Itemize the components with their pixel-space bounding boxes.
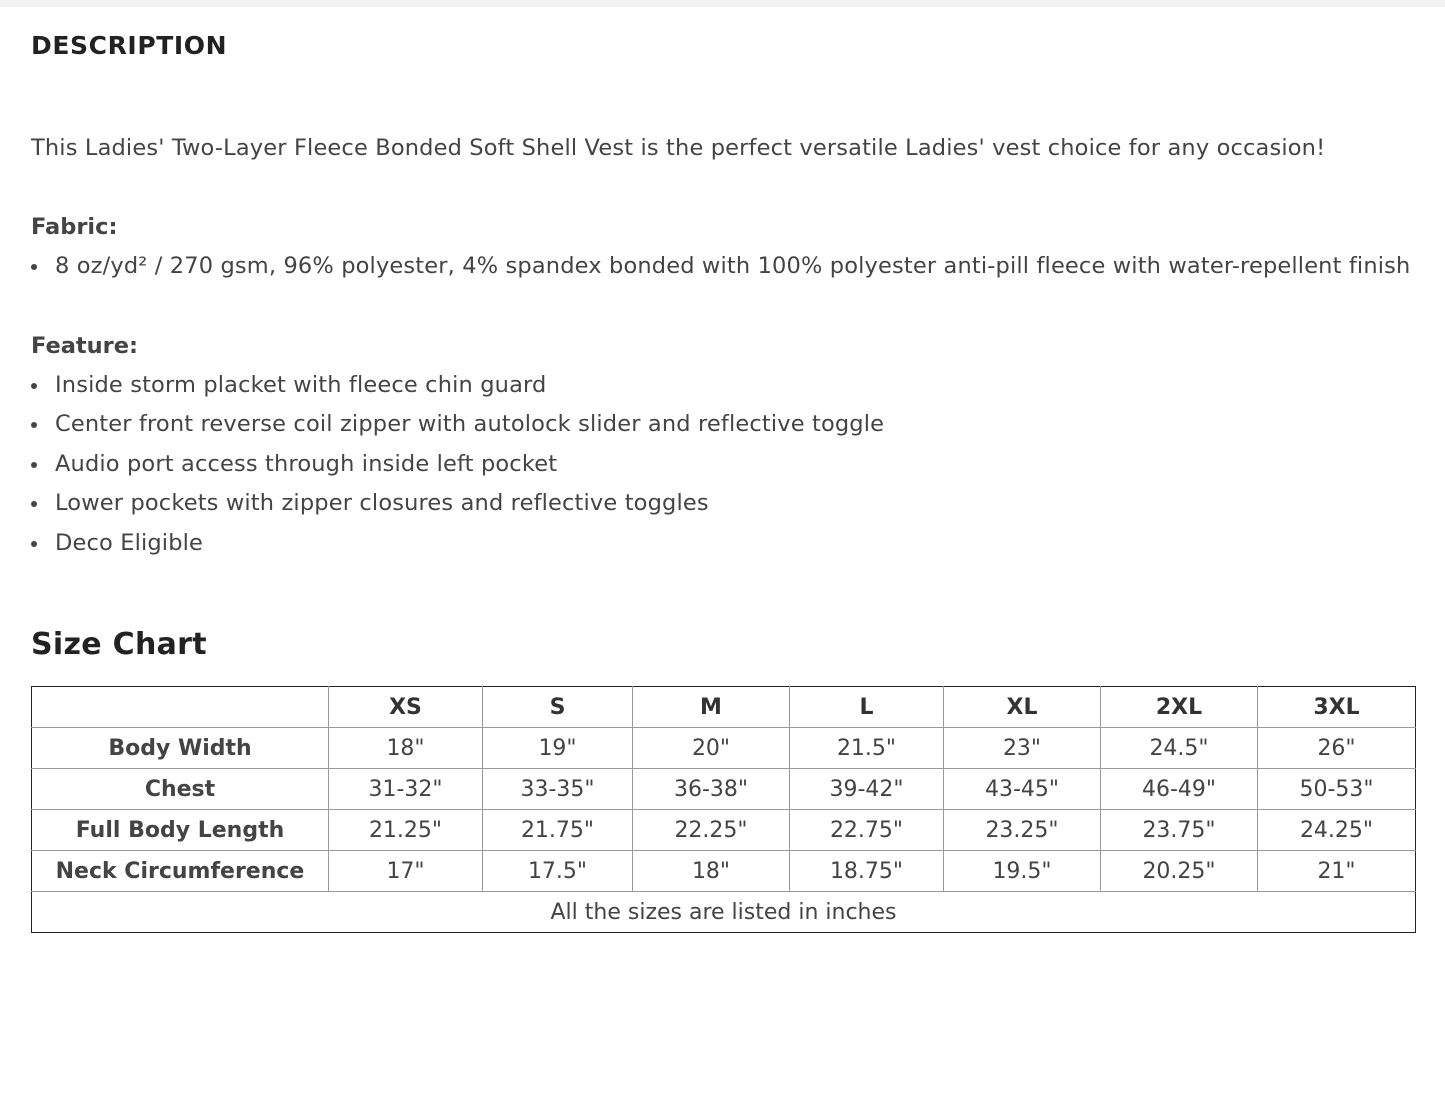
list-item: Audio port access through inside left pocket [31, 445, 1415, 485]
list-item: Lower pockets with zipper closures and reflective toggles [31, 484, 1415, 524]
table-cell: 24.5" [1101, 728, 1258, 769]
column-header: M [633, 687, 790, 728]
table-cell: 23" [944, 728, 1101, 769]
table-cell: 17" [329, 851, 483, 892]
table-row [32, 810, 1416, 851]
list-item: Inside storm placket with fleece chin guard [31, 366, 1415, 406]
column-header: S [483, 687, 633, 728]
top-divider-strip [0, 0, 1445, 7]
table-cell: 17.5" [483, 851, 633, 892]
list-item: 8 oz/yd² / 270 gsm, 96% polyester, 4% spandex bonded with 100% polyester anti-pill fleece with water-repellent finish [31, 247, 1415, 287]
table-cell: 18" [633, 851, 790, 892]
row-label: Neck Circumference [32, 851, 329, 892]
table-header-row [32, 687, 1416, 728]
size-chart-table [31, 686, 1416, 933]
list-item: Center front reverse coil zipper with autolock slider and reflective toggle [31, 405, 1415, 445]
table-cell: 43-45" [944, 769, 1101, 810]
table-cell: 24.25" [1258, 810, 1416, 851]
table-cell: 23.25" [944, 810, 1101, 851]
size-chart-heading: Size Chart [31, 627, 207, 662]
table-row [32, 851, 1416, 892]
table-row [32, 769, 1416, 810]
description-heading: DESCRIPTION [31, 31, 228, 60]
table-cell: 20" [633, 728, 790, 769]
table-cell: 21.5" [790, 728, 944, 769]
table-cell: 18" [329, 728, 483, 769]
table-cell: 19.5" [944, 851, 1101, 892]
table-cell: 26" [1258, 728, 1416, 769]
fabric-list [31, 247, 1415, 287]
table-row [32, 728, 1416, 769]
table-cell: 50-53" [1258, 769, 1416, 810]
table-note-row [32, 892, 1416, 933]
table-cell: 46-49" [1101, 769, 1258, 810]
row-label: Chest [32, 769, 329, 810]
column-header: L [790, 687, 944, 728]
table-cell: 31-32" [329, 769, 483, 810]
row-label: Body Width [32, 728, 329, 769]
size-note: All the sizes are listed in inches [32, 892, 1416, 933]
feature-list [31, 366, 1415, 564]
table-cell: 36-38" [633, 769, 790, 810]
table-cell: 18.75" [790, 851, 944, 892]
table-cell: 39-42" [790, 769, 944, 810]
column-header: 3XL [1258, 687, 1416, 728]
table-cell: 23.75" [1101, 810, 1258, 851]
description-intro: This Ladies' Two-Layer Fleece Bonded Soft Shell Vest is the perfect versatile Ladies' vest choice for any occasion! [31, 135, 1326, 161]
column-header: 2XL [1101, 687, 1258, 728]
product-description [31, 30, 1415, 933]
table-cell: 22.75" [790, 810, 944, 851]
table-cell: 22.25" [633, 810, 790, 851]
feature-label: Feature: [31, 332, 139, 359]
column-header: XL [944, 687, 1101, 728]
table-cell: 19" [483, 728, 633, 769]
table-cell: 21.25" [329, 810, 483, 851]
table-cell: 21.75" [483, 810, 633, 851]
table-cell: 33-35" [483, 769, 633, 810]
column-header: XS [329, 687, 483, 728]
fabric-label: Fabric: [31, 214, 118, 240]
list-item: Deco Eligible [31, 524, 1415, 564]
table-cell: 20.25" [1101, 851, 1258, 892]
table-cell: 21" [1258, 851, 1416, 892]
row-label: Full Body Length [32, 810, 329, 851]
column-header [32, 687, 329, 728]
